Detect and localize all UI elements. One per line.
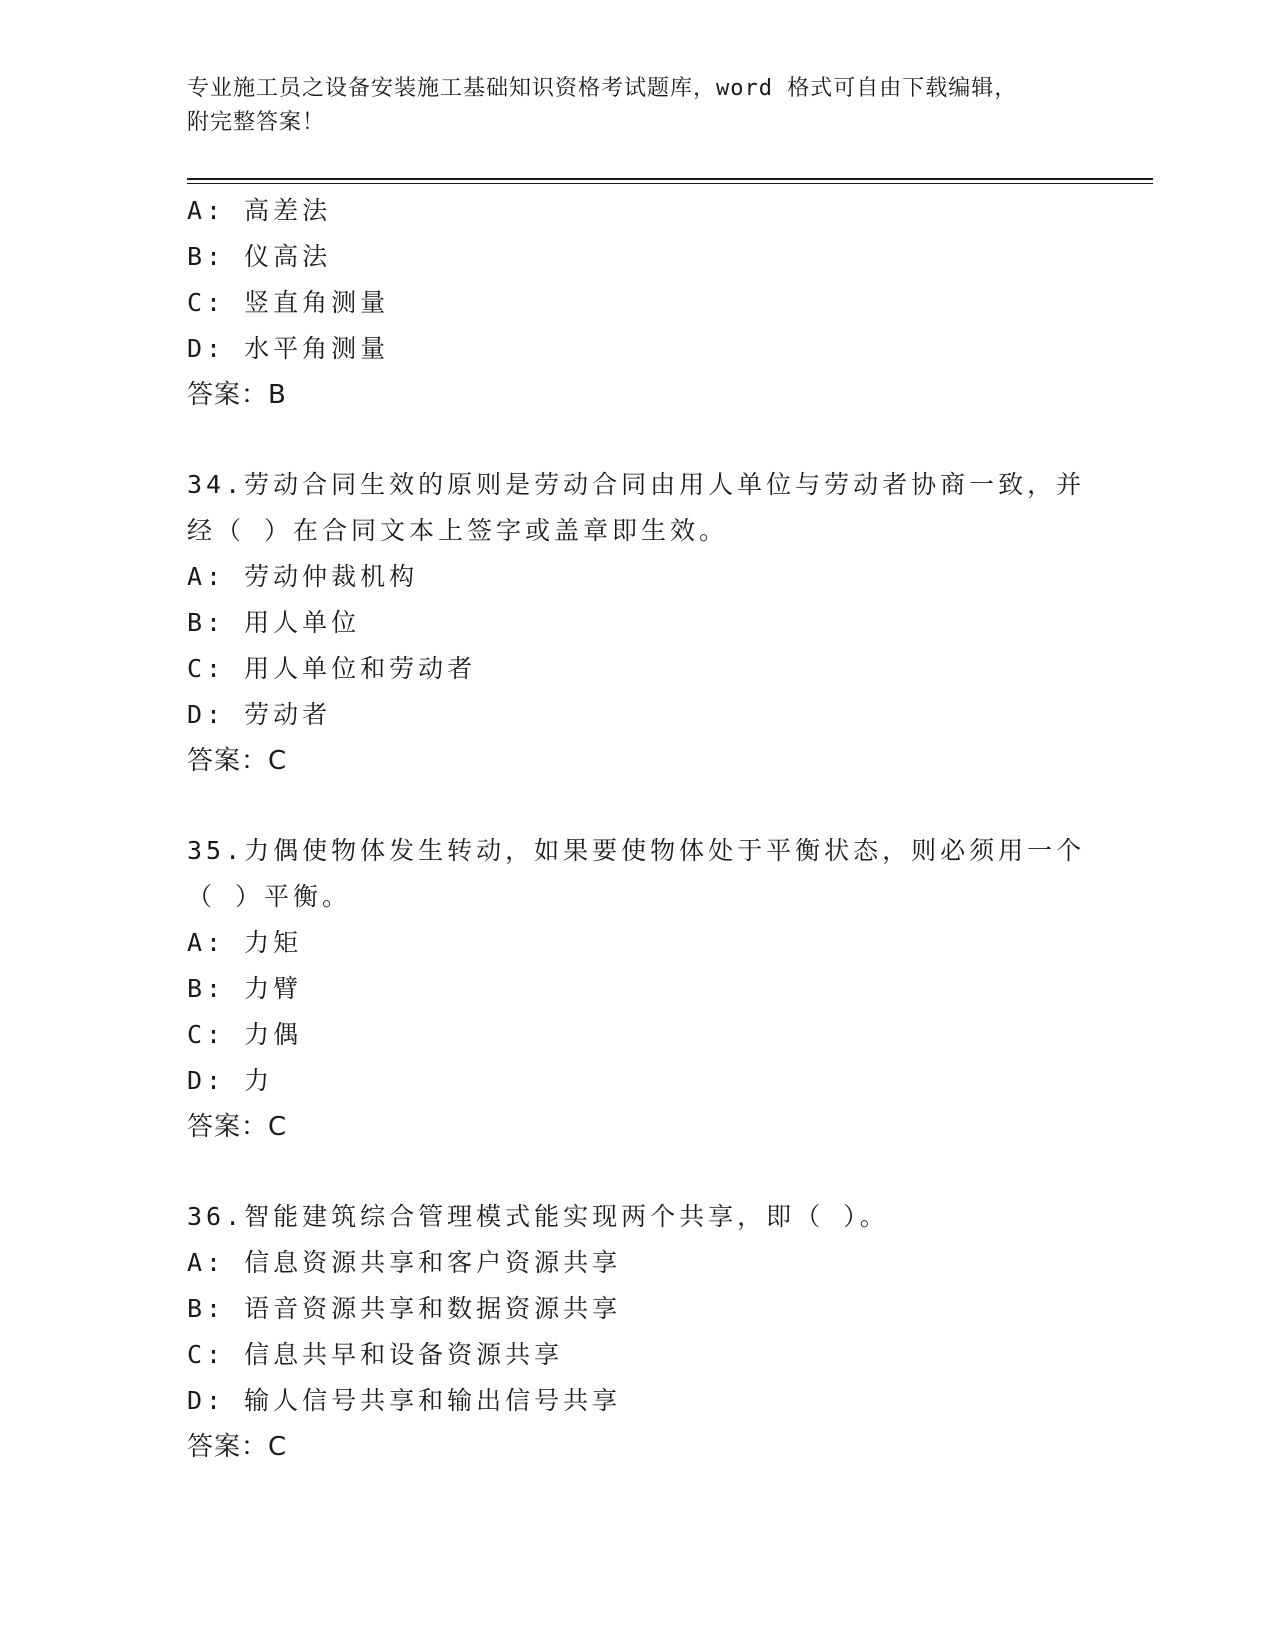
option-d: D: 劳动者 [187, 700, 332, 729]
option-d: D: 力 [187, 1066, 274, 1095]
option-c: C: 竖直角测量 [187, 288, 390, 317]
option-b: B: 语音资源共享和数据资源共享 [187, 1294, 622, 1323]
option-c: C: 用人单位和劳动者 [187, 654, 477, 683]
option-a: A: 信息资源共享和客户资源共享 [187, 1248, 622, 1277]
header-line-2: 附完整答案！ [187, 110, 326, 135]
option-d: D: 输人信号共享和输出信号共享 [187, 1386, 622, 1415]
option-c: C: 信息共早和设备资源共享 [187, 1340, 564, 1369]
question-text-line-1: 35.力偶使物体发生转动，如果要使物体处于平衡状态，则必须用一个 [187, 836, 1086, 865]
question-text-line-1: 36.智能建筑综合管理模式能实现两个共享，即（ ）。 [187, 1202, 889, 1231]
header-line-1: 专业施工员之设备安装施工基础知识资格考试题库，word 格式可自由下载编辑， [187, 76, 1018, 101]
question-list [187, 188, 1087, 1470]
option-a: A: 劳动仲裁机构 [187, 562, 419, 591]
option-a: A: 高差法 [187, 196, 332, 225]
question-text-line-2: 经（ ）在合同文本上签字或盖章即生效。 [187, 516, 729, 545]
question-34 [187, 462, 1087, 784]
question-36 [187, 1194, 1087, 1470]
option-b: B: 力臂 [187, 974, 303, 1003]
option-c: C: 力偶 [187, 1020, 303, 1049]
header-divider-thin [187, 183, 1153, 184]
question-33 [187, 188, 1087, 418]
question-text-line-1: 34.劳动合同生效的原则是劳动合同由用人单位与劳动者协商一致，并 [187, 470, 1086, 499]
option-d: D: 水平角测量 [187, 334, 390, 363]
answer: 答案：C [187, 1112, 288, 1142]
answer: 答案：C [187, 746, 288, 776]
question-text-line-2: （ ）平衡。 [187, 882, 352, 911]
option-b: B: 仪高法 [187, 242, 332, 271]
document-header [187, 72, 1067, 140]
option-a: A: 力矩 [187, 928, 303, 957]
answer: 答案：B [187, 380, 287, 410]
answer: 答案：C [187, 1432, 288, 1462]
question-35 [187, 828, 1087, 1150]
header-divider-thick [187, 178, 1153, 180]
option-b: B: 用人单位 [187, 608, 361, 637]
